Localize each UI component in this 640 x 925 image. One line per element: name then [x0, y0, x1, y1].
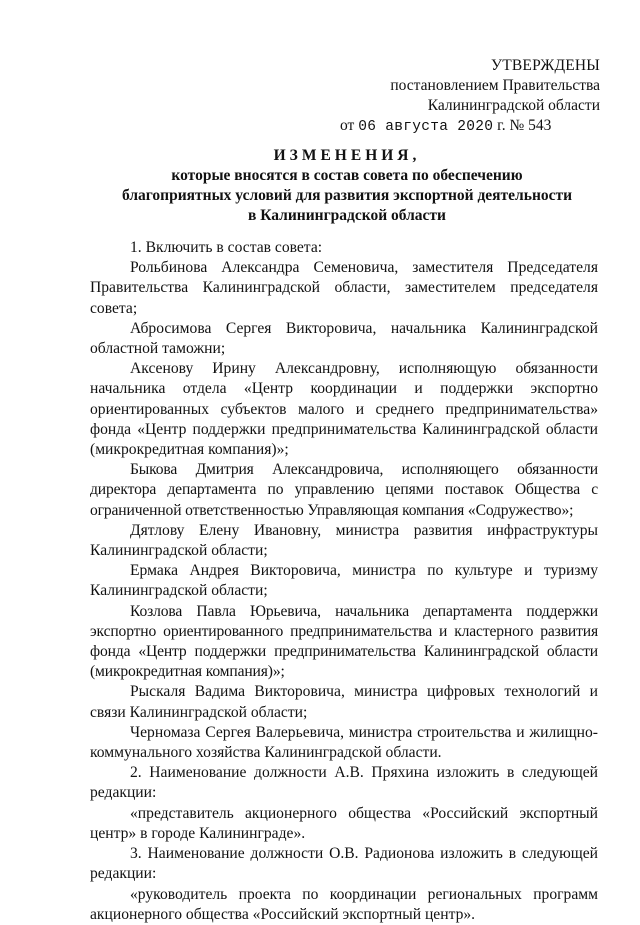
approval-date-prefix: от — [340, 117, 359, 134]
paragraph-6: Дятлову Елену Ивановну, министра развития инфраструктуры Калининградской области; — [90, 521, 598, 560]
paragraph-11: 2. Наименование должности А.В. Пряхина изложить в следующей редакции: — [90, 764, 598, 802]
paragraph-1: 1. Включить в состав совета: — [130, 239, 323, 256]
paragraph-12: «представитель акционерного общества «Российский экспортный центр» в городе Калининграде». — [90, 804, 598, 842]
paragraph-2: Рольбинова Александра Семеновича, заместителя Председателя Правительства Калининградской области, заместителем председателя совета; — [90, 259, 598, 317]
heading-title: ИЗМЕНЕНИЯ, — [273, 147, 421, 164]
paragraph-5: Быкова Дмитрия Александровича, исполняющего обязанности директора департамента по управлению цепями поставок Общества с ограниченной ответственностью Управляющая компания «Содружество»; — [90, 461, 598, 519]
approval-line-1: постановлением Правительства — [390, 77, 600, 94]
approval-line-2: Калининградской области — [427, 97, 600, 114]
approval-date-line — [340, 116, 600, 137]
heading-line-3: в Калининградской области — [248, 207, 446, 224]
approval-date-value: 06 августа 2020 — [358, 119, 494, 135]
approval-block — [340, 56, 600, 137]
approval-date-suffix: г. № 543 — [493, 117, 552, 134]
paragraph-4: Аксенову Ирину Александровну, исполняющую обязанности начальника отдела «Центр координации и поддержки экспортно ориентированных субъектов малого и среднего предпринимательства» фонда «Центр поддержки предпринимательства Калининградской области (микрокредитная компания)»; — [90, 360, 598, 459]
paragraph-8: Козлова Павла Юрьевича, начальника департамента поддержки экспортно ориентированного предпринимательства и кластерного развития фонда «Центр поддержки предпринимательства Калининградской области (микрокредитная компания)»; — [90, 602, 598, 681]
heading-line-1: которые вносятся в состав совета по обеспечению — [171, 167, 523, 184]
document-heading — [90, 146, 604, 226]
paragraph-14: «руководитель проекта по координации региональных программ акционерного общества «Российский экспортный центр». — [90, 885, 598, 923]
paragraph-7: Ермака Андрея Викторовича, министра по культуре и туризму Калининградской области; — [90, 562, 598, 600]
approval-title: УТВЕРЖДЕНЫ — [491, 57, 600, 74]
heading-line-2: благоприятных условий для развития экспортной деятельности — [121, 187, 573, 204]
paragraph-13: 3. Наименование должности О.В. Радионова изложить в следующей редакции: — [90, 845, 598, 883]
document-body — [90, 238, 598, 925]
paragraph-10: Черномаза Сергея Валерьевича, министра строительства и жилищно-коммунального хозяйства Калининградской области. — [90, 723, 598, 762]
paragraph-9: Рыскаля Вадима Викторовича, министра цифровых технологий и связи Калининградской области; — [90, 683, 598, 721]
paragraph-3: Абросимова Сергея Викторовича, начальника Калининградской областной таможни; — [90, 319, 598, 358]
